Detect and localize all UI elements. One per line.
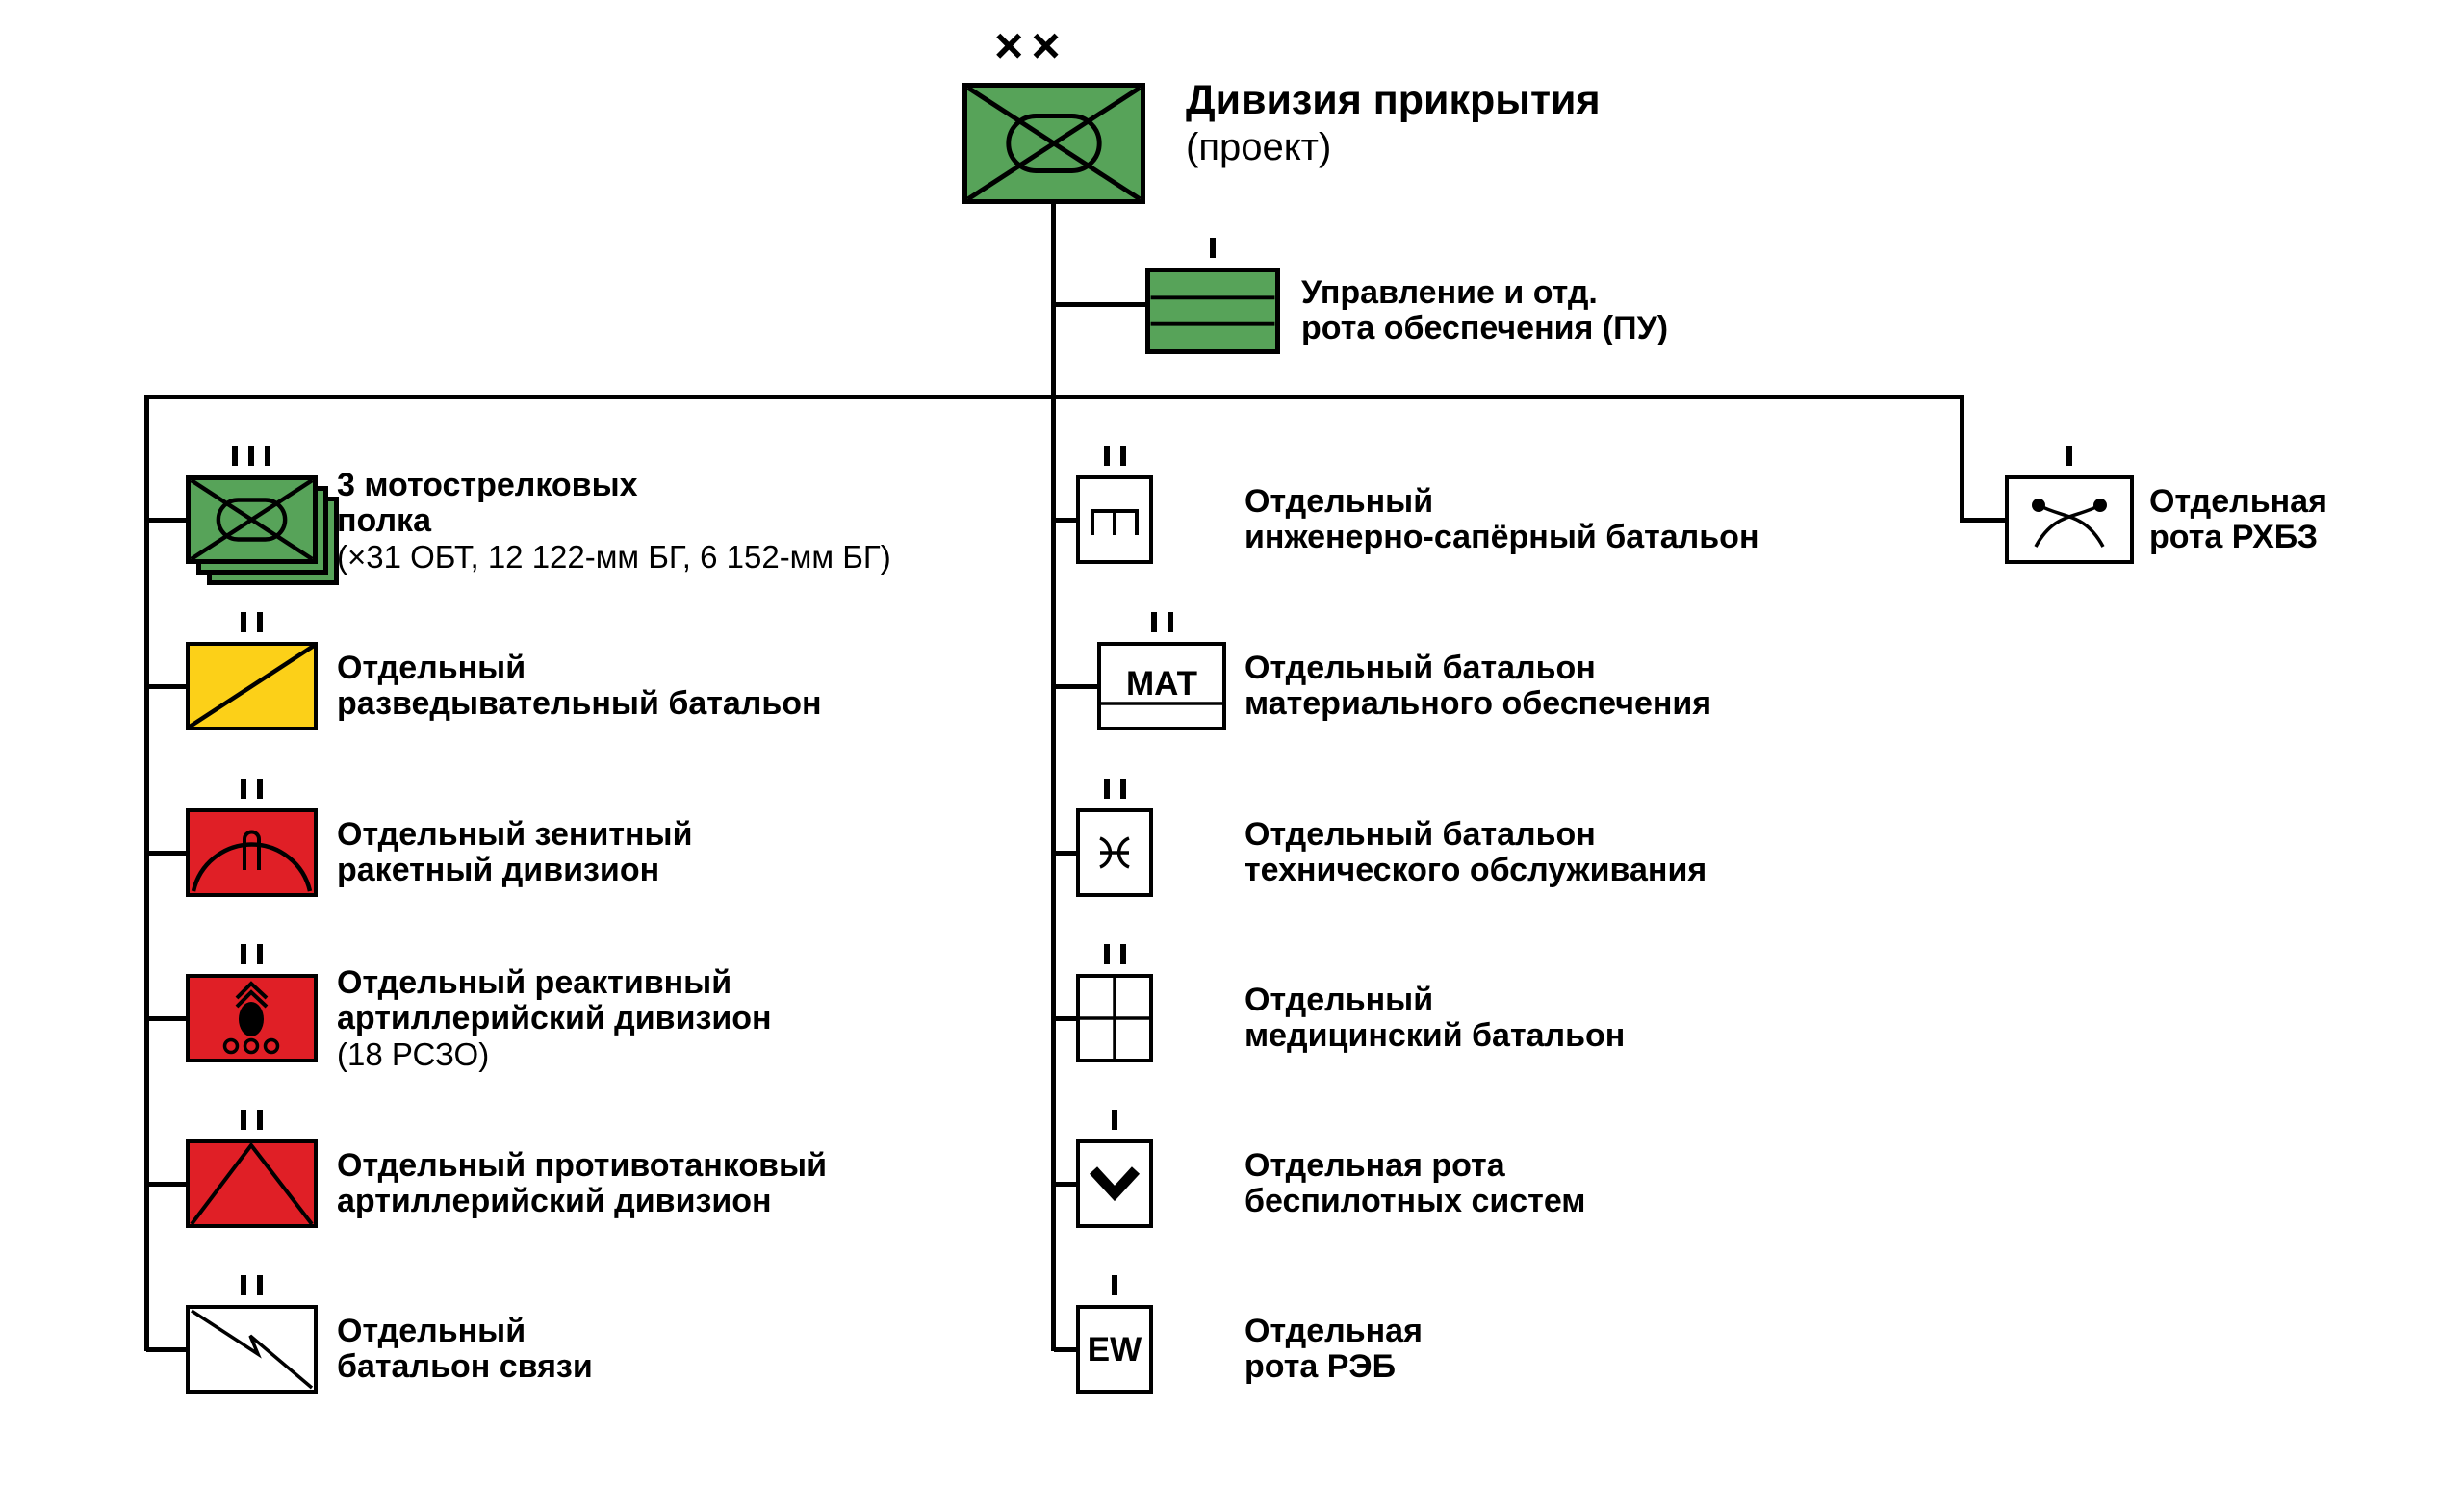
unit-label-m5 xyxy=(1245,1148,1585,1219)
unit-label-m1 xyxy=(1245,484,1759,555)
l3-line2: ракетный дивизион xyxy=(337,852,660,888)
engineer-icon xyxy=(1076,475,1153,564)
l4-line1: Отдельный реактивный xyxy=(337,964,732,1001)
m3-line1: Отдельный батальон xyxy=(1245,816,1596,853)
cbrn-defense-icon xyxy=(2005,475,2134,564)
connector-right-stub xyxy=(1960,518,2005,523)
m2-line2: материального обеспечения xyxy=(1245,685,1712,722)
echelon-battalion-m3 xyxy=(1071,778,1158,799)
m3-line2: технического обслуживания xyxy=(1245,852,1707,888)
m1-line2: инженерно-сапёрный батальон xyxy=(1245,519,1759,555)
m4-line2: медицинский батальон xyxy=(1245,1017,1626,1054)
medical-icon xyxy=(1076,974,1153,1062)
m5-line2: беспилотных систем xyxy=(1245,1183,1586,1219)
headquarters-support-icon xyxy=(1145,268,1280,354)
connector-mid-stub-2 xyxy=(1054,684,1097,689)
hq-label xyxy=(1301,275,1668,346)
r1-line2: рота РХБЗ xyxy=(2149,519,2319,555)
connector-mid-stub-6 xyxy=(1054,1347,1076,1352)
connector-left-stub-2 xyxy=(146,684,186,689)
rocket-artillery-mlrs-icon xyxy=(186,974,318,1062)
division-title: Дивизия прикрытия xyxy=(1186,77,1601,123)
connector-right-drop xyxy=(1960,395,1964,522)
air-defense-missile-icon xyxy=(186,808,318,897)
material-support-box-label: МАТ xyxy=(1125,665,1198,703)
unit-label-l3 xyxy=(337,817,692,888)
l5-line1: Отдельный противотанковый xyxy=(337,1147,827,1184)
m1-line1: Отдельный xyxy=(1245,483,1434,520)
anti-tank-artillery-icon xyxy=(186,1139,318,1228)
echelon-company-r1 xyxy=(2026,445,2113,466)
signal-icon xyxy=(186,1305,318,1394)
ew-box-label: EW xyxy=(1087,1331,1142,1368)
unit-label-l6 xyxy=(337,1314,593,1385)
connector-left-stub-1 xyxy=(146,518,186,523)
l6-line2: батальон связи xyxy=(337,1348,593,1385)
connector-left-stub-6 xyxy=(146,1347,186,1352)
unit-label-l4 xyxy=(337,965,772,1072)
echelon-battalion-l4 xyxy=(208,943,295,964)
maintenance-icon xyxy=(1076,808,1153,897)
hq-label-line1: Управление и отд. xyxy=(1301,274,1598,311)
unit-label-m4 xyxy=(1245,983,1625,1054)
connector-left-stub-3 xyxy=(146,851,186,856)
connector-center-trunk xyxy=(1051,202,1056,1351)
l5-line2: артиллерийский дивизион xyxy=(337,1183,772,1219)
m2-line1: Отдельный батальон xyxy=(1245,650,1596,686)
connector-left-trunk xyxy=(144,395,149,1351)
l1-note: (×31 ОБТ, 12 122-мм БГ, 6 152-мм БГ) xyxy=(337,539,891,575)
mechanized-infantry-regiment-icon xyxy=(186,475,318,564)
m5-line1: Отдельная рота xyxy=(1245,1147,1505,1184)
unit-label-l5 xyxy=(337,1148,827,1219)
m4-line1: Отдельный xyxy=(1245,982,1434,1018)
connector-mid-stub-4 xyxy=(1054,1016,1076,1021)
connector-bus xyxy=(144,395,1964,399)
l4-note: (18 РСЗО) xyxy=(337,1036,490,1072)
echelon-company-hq xyxy=(1169,237,1256,258)
connector-mid-stub-5 xyxy=(1054,1182,1076,1187)
connector-hq-stub xyxy=(1053,302,1145,307)
mechanized-infantry-icon xyxy=(962,83,1145,204)
page-title xyxy=(1186,77,1601,171)
echelon-battalion-l2 xyxy=(208,611,295,632)
l2-line2: разведывательный батальон xyxy=(337,685,822,722)
m6-line2: рота РЭБ xyxy=(1245,1348,1397,1385)
echelon-company-m6 xyxy=(1071,1274,1158,1295)
connector-mid-stub-3 xyxy=(1054,851,1076,856)
reconnaissance-icon xyxy=(186,642,318,730)
echelon-battalion-l6 xyxy=(208,1274,295,1295)
unit-label-m6 xyxy=(1245,1314,1423,1385)
connector-mid-stub-1 xyxy=(1054,518,1076,523)
echelon-battalion-m1 xyxy=(1071,445,1158,466)
echelon-regiment-l1 xyxy=(208,445,295,466)
echelon-battalion-l3 xyxy=(208,778,295,799)
echelon-division-xx: ×× xyxy=(994,18,1068,74)
echelon-company-m5 xyxy=(1071,1109,1158,1130)
uav-drone-icon xyxy=(1076,1139,1153,1228)
unit-label-m2 xyxy=(1245,651,1711,722)
l1-line2: полка xyxy=(337,502,431,539)
unit-label-l1 xyxy=(337,468,891,575)
l3-line1: Отдельный зенитный xyxy=(337,816,693,853)
echelon-battalion-l5 xyxy=(208,1109,295,1130)
unit-label-m3 xyxy=(1245,817,1707,888)
hq-label-line2: рота обеспечения (ПУ) xyxy=(1301,310,1669,346)
m6-line1: Отдельная xyxy=(1245,1313,1423,1349)
l6-line1: Отдельный xyxy=(337,1313,526,1349)
l4-line2: артиллерийский дивизион xyxy=(337,1000,772,1036)
division-subtitle: (проект) xyxy=(1186,126,1332,168)
unit-label-r1 xyxy=(2149,484,2327,555)
unit-label-l2 xyxy=(337,651,822,722)
l1-line1: 3 мотострелковых xyxy=(337,467,638,503)
connector-left-stub-4 xyxy=(146,1016,186,1021)
echelon-battalion-m4 xyxy=(1071,943,1158,964)
r1-line1: Отдельная xyxy=(2149,483,2327,520)
echelon-battalion-m2 xyxy=(1118,611,1205,632)
connector-left-stub-5 xyxy=(146,1182,186,1187)
l2-line1: Отдельный xyxy=(337,650,526,686)
